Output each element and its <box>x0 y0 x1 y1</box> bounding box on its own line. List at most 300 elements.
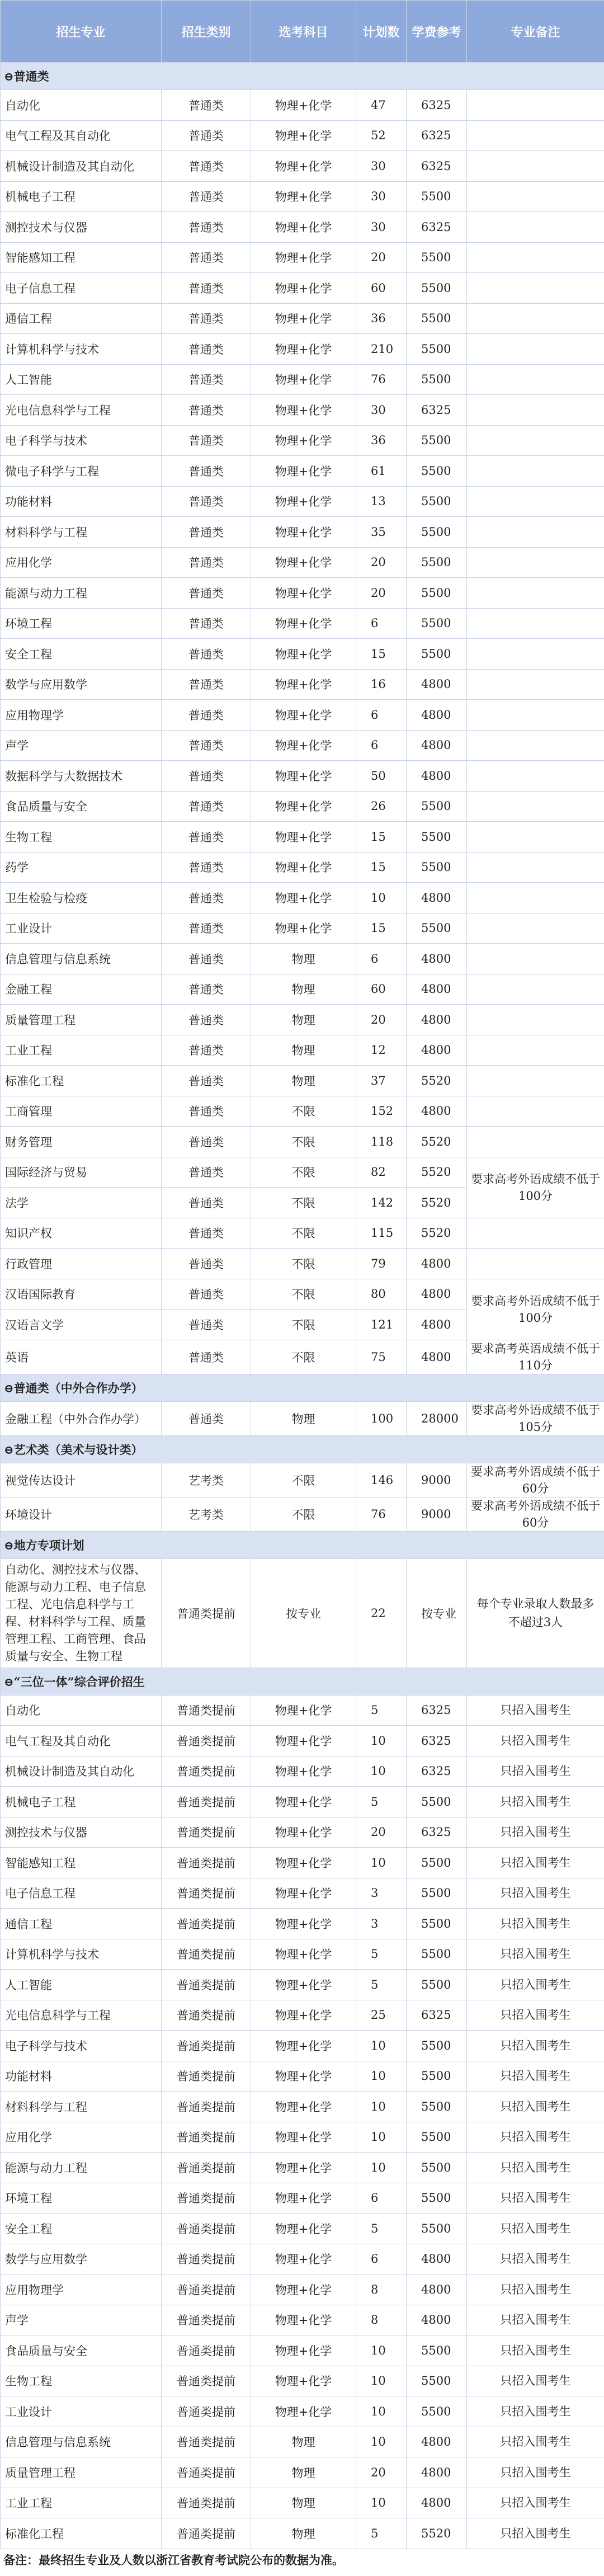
cell-tuition: 6325 <box>407 151 467 182</box>
cell-plan-count: 30 <box>356 181 407 212</box>
section-header-row[interactable] <box>1 1374 604 1401</box>
cell-major: 能源与动力工程 <box>1 578 162 609</box>
cell-note <box>467 364 604 395</box>
cell-subjects: 不限 <box>251 1157 356 1188</box>
section-title[interactable]: ⊖普通类（中外合作办学） <box>1 1374 604 1401</box>
cell-subjects: 物理+化学 <box>251 547 356 578</box>
cell-major: 机械电子工程 <box>1 181 162 212</box>
cell-note <box>467 486 604 517</box>
cell-tuition: 4800 <box>407 2457 467 2488</box>
cell-subjects: 按专业 <box>251 1558 356 1668</box>
table-row <box>1 2031 604 2061</box>
cell-plan-count: 146 <box>356 1463 407 1497</box>
cell-tuition: 5500 <box>407 273 467 304</box>
table-row <box>1 1127 604 1157</box>
cell-plan-count: 5 <box>356 2518 407 2549</box>
cell-tuition: 5500 <box>407 303 467 334</box>
cell-note: 只招入围考生 <box>467 2092 604 2122</box>
cell-subjects: 物理 <box>251 974 356 1005</box>
cell-major: 智能感知工程 <box>1 1848 162 1878</box>
cell-note: 只招入围考生 <box>467 2305 604 2335</box>
cell-category: 普通类 <box>162 822 251 853</box>
cell-plan-count: 82 <box>356 1157 407 1188</box>
cell-tuition: 5500 <box>407 791 467 822</box>
cell-note: 每个专业录取人数最多不超过3人 <box>467 1558 604 1668</box>
cell-category: 普通类提前 <box>162 2031 251 2061</box>
cell-category: 普通类 <box>162 669 251 700</box>
cell-tuition: 4800 <box>407 1279 467 1310</box>
cell-major: 行政管理 <box>1 1249 162 1279</box>
cell-plan-count: 10 <box>356 2122 407 2153</box>
cell-category: 普通类 <box>162 303 251 334</box>
header-category: 招生类别 <box>162 1 251 63</box>
table-row <box>1 791 604 822</box>
cell-tuition: 5500 <box>407 2183 467 2214</box>
cell-subjects: 物理 <box>251 2457 356 2488</box>
cell-tuition: 4800 <box>407 1005 467 1035</box>
cell-category: 普通类提前 <box>162 1787 251 1817</box>
header-subjects: 选考科目 <box>251 1 356 63</box>
cell-tuition: 9000 <box>407 1463 467 1497</box>
cell-plan-count: 10 <box>356 2427 407 2457</box>
cell-major: 电气工程及其自动化 <box>1 120 162 151</box>
cell-category: 普通类 <box>162 364 251 395</box>
cell-major: 汉语言文学 <box>1 1310 162 1340</box>
cell-major: 环境工程 <box>1 608 162 639</box>
cell-category: 普通类提前 <box>162 2274 251 2305</box>
cell-plan-count: 25 <box>356 2000 407 2031</box>
cell-major: 金融工程（中外合作办学） <box>1 1401 162 1435</box>
cell-note <box>467 822 604 853</box>
cell-note <box>467 944 604 974</box>
cell-tuition: 5500 <box>407 2061 467 2092</box>
cell-note <box>467 883 604 913</box>
cell-tuition: 5500 <box>407 1878 467 1909</box>
table-row <box>1 2457 604 2488</box>
cell-note <box>467 1096 604 1127</box>
cell-category: 普通类 <box>162 1066 251 1096</box>
section-title[interactable]: ⊖地方专项计划 <box>1 1531 604 1558</box>
cell-major: 工业设计 <box>1 2396 162 2427</box>
cell-tuition: 5500 <box>407 639 467 670</box>
table-row <box>1 608 604 639</box>
cell-major: 财务管理 <box>1 1127 162 1157</box>
cell-note: 只招入围考生 <box>467 1817 604 1848</box>
cell-subjects: 物理+化学 <box>251 730 356 761</box>
cell-plan-count: 10 <box>356 1848 407 1878</box>
cell-category: 普通类 <box>162 395 251 426</box>
cell-plan-count: 5 <box>356 1970 407 2000</box>
cell-note: 只招入围考生 <box>467 1726 604 1756</box>
header-major: 招生专业 <box>1 1 162 63</box>
cell-category: 普通类 <box>162 1157 251 1188</box>
cell-major: 人工智能 <box>1 1970 162 2000</box>
cell-tuition: 按专业 <box>407 1558 467 1668</box>
cell-category: 普通类 <box>162 181 251 212</box>
cell-subjects: 物理 <box>251 1066 356 1096</box>
cell-subjects: 物理+化学 <box>251 2153 356 2183</box>
cell-note <box>467 669 604 700</box>
cell-category: 普通类 <box>162 1096 251 1127</box>
cell-major: 药学 <box>1 852 162 883</box>
cell-note <box>467 913 604 944</box>
cell-category: 普通类 <box>162 913 251 944</box>
cell-plan-count: 20 <box>356 2457 407 2488</box>
cell-major: 测控技术与仪器 <box>1 1817 162 1848</box>
cell-major: 国际经济与贸易 <box>1 1157 162 1188</box>
cell-plan-count: 6 <box>356 2183 407 2214</box>
table-row <box>1 1005 604 1035</box>
cell-major: 环境设计 <box>1 1497 162 1531</box>
table-row <box>1 1787 604 1817</box>
cell-note <box>467 273 604 304</box>
cell-subjects: 物理+化学 <box>251 181 356 212</box>
cell-note: 只招入围考生 <box>467 2122 604 2153</box>
table-header-row <box>1 1 604 63</box>
cell-category: 普通类提前 <box>162 2122 251 2153</box>
section-title[interactable]: ⊖普通类 <box>1 63 604 90</box>
cell-plan-count: 5 <box>356 1695 407 1726</box>
cell-note: 要求高考外语成绩不低于60分 <box>467 1497 604 1531</box>
cell-subjects: 物理+化学 <box>251 1695 356 1726</box>
cell-subjects: 物理+化学 <box>251 364 356 395</box>
cell-plan-count: 10 <box>356 2153 407 2183</box>
cell-subjects: 物理+化学 <box>251 2122 356 2153</box>
cell-plan-count: 52 <box>356 120 407 151</box>
cell-category: 普通类 <box>162 1249 251 1279</box>
cell-major: 卫生检验与检疫 <box>1 883 162 913</box>
section-header-row[interactable] <box>1 63 604 90</box>
table-row <box>1 2366 604 2396</box>
cell-subjects: 物理+化学 <box>251 2274 356 2305</box>
cell-category: 普通类 <box>162 1279 251 1310</box>
cell-note: 只招入围考生 <box>467 2183 604 2214</box>
cell-category: 普通类 <box>162 608 251 639</box>
cell-subjects: 物理+化学 <box>251 1848 356 1878</box>
cell-major: 通信工程 <box>1 1909 162 1939</box>
cell-category: 普通类提前 <box>162 1756 251 1787</box>
cell-tuition: 5500 <box>407 1939 467 1970</box>
cell-major: 电子信息工程 <box>1 1878 162 1909</box>
cell-major: 应用化学 <box>1 547 162 578</box>
cell-category: 普通类提前 <box>162 1726 251 1756</box>
cell-subjects: 物理 <box>251 1401 356 1435</box>
cell-category: 普通类 <box>162 791 251 822</box>
cell-tuition: 5500 <box>407 2153 467 2183</box>
cell-subjects: 物理+化学 <box>251 700 356 731</box>
cell-major: 工业设计 <box>1 913 162 944</box>
header-notes: 专业备注 <box>467 1 604 63</box>
cell-category: 普通类 <box>162 700 251 731</box>
cell-subjects: 物理+化学 <box>251 1970 356 2000</box>
cell-tuition: 4800 <box>407 944 467 974</box>
cell-subjects: 物理+化学 <box>251 212 356 243</box>
table-row <box>1 456 604 487</box>
cell-major: 汉语国际教育 <box>1 1279 162 1310</box>
table-row <box>1 700 604 731</box>
cell-major: 工业工程 <box>1 1035 162 1066</box>
table-row <box>1 822 604 853</box>
cell-major: 金融工程 <box>1 974 162 1005</box>
cell-category: 普通类提前 <box>162 2335 251 2366</box>
cell-category: 普通类 <box>162 1035 251 1066</box>
cell-tuition: 6325 <box>407 1756 467 1787</box>
cell-subjects: 物理+化学 <box>251 1726 356 1756</box>
cell-category: 普通类 <box>162 761 251 792</box>
cell-tuition: 6325 <box>407 2000 467 2031</box>
cell-tuition: 5500 <box>407 1787 467 1817</box>
cell-category: 普通类 <box>162 120 251 151</box>
cell-subjects: 不限 <box>251 1497 356 1531</box>
cell-note <box>467 1005 604 1035</box>
section-title[interactable]: ⊖艺术类（美术与设计类） <box>1 1435 604 1463</box>
cell-major: 应用化学 <box>1 2122 162 2153</box>
cell-major: 工商管理 <box>1 1096 162 1127</box>
cell-tuition: 6325 <box>407 1817 467 1848</box>
cell-tuition: 5500 <box>407 547 467 578</box>
cell-plan-count: 26 <box>356 791 407 822</box>
cell-subjects: 不限 <box>251 1127 356 1157</box>
cell-note: 只招入围考生 <box>467 2214 604 2244</box>
cell-major: 法学 <box>1 1188 162 1218</box>
cell-major: 电子科学与技术 <box>1 2031 162 2061</box>
cell-category: 普通类 <box>162 517 251 548</box>
cell-tuition: 5500 <box>407 456 467 487</box>
cell-subjects: 物理+化学 <box>251 822 356 853</box>
cell-subjects: 物理+化学 <box>251 639 356 670</box>
cell-major: 质量管理工程 <box>1 1005 162 1035</box>
cell-subjects: 不限 <box>251 1463 356 1497</box>
section-header-row[interactable] <box>1 1531 604 1558</box>
cell-major: 视觉传达设计 <box>1 1463 162 1497</box>
table-row <box>1 2518 604 2549</box>
cell-major: 环境工程 <box>1 2183 162 2214</box>
cell-major: 工业工程 <box>1 2488 162 2518</box>
cell-note <box>467 242 604 273</box>
cell-plan-count: 10 <box>356 883 407 913</box>
cell-subjects: 不限 <box>251 1279 356 1310</box>
cell-plan-count: 79 <box>356 1249 407 1279</box>
cell-tuition: 6325 <box>407 120 467 151</box>
cell-note: 只招入围考生 <box>467 2274 604 2305</box>
cell-tuition: 5500 <box>407 2214 467 2244</box>
table-row <box>1 1279 604 1310</box>
cell-tuition: 5520 <box>407 1127 467 1157</box>
cell-subjects: 物理+化学 <box>251 669 356 700</box>
cell-tuition: 5500 <box>407 486 467 517</box>
cell-category: 普通类提前 <box>162 2427 251 2457</box>
cell-subjects: 不限 <box>251 1188 356 1218</box>
cell-subjects: 物理+化学 <box>251 913 356 944</box>
cell-subjects: 物理+化学 <box>251 395 356 426</box>
cell-category: 普通类提前 <box>162 1878 251 1909</box>
cell-category: 普通类 <box>162 1340 251 1374</box>
table-row <box>1 517 604 548</box>
cell-plan-count: 76 <box>356 1497 407 1531</box>
section-title[interactable]: ⊖“三位一体”综合评价招生 <box>1 1668 604 1695</box>
cell-tuition: 4800 <box>407 761 467 792</box>
cell-subjects: 物理+化学 <box>251 120 356 151</box>
cell-category: 普通类 <box>162 1188 251 1218</box>
cell-note <box>467 852 604 883</box>
cell-note: 只招入围考生 <box>467 1695 604 1726</box>
cell-note: 要求高考外语成绩不低于60分 <box>467 1463 604 1497</box>
cell-category: 普通类提前 <box>162 2396 251 2427</box>
table-row <box>1 2122 604 2153</box>
cell-note: 只招入围考生 <box>467 2031 604 2061</box>
cell-major: 计算机科学与技术 <box>1 334 162 365</box>
cell-category: 普通类 <box>162 334 251 365</box>
cell-note <box>467 1249 604 1279</box>
cell-major: 声学 <box>1 730 162 761</box>
cell-category: 普通类 <box>162 1005 251 1035</box>
cell-major: 生物工程 <box>1 822 162 853</box>
cell-category: 普通类提前 <box>162 2183 251 2214</box>
table-row <box>1 852 604 883</box>
cell-plan-count: 30 <box>356 212 407 243</box>
table-row <box>1 2183 604 2214</box>
cell-subjects: 物理+化学 <box>251 2000 356 2031</box>
cell-major: 功能材料 <box>1 486 162 517</box>
table-row <box>1 1096 604 1127</box>
cell-category: 普通类 <box>162 1218 251 1249</box>
table-row <box>1 669 604 700</box>
cell-note <box>467 730 604 761</box>
cell-plan-count: 20 <box>356 1817 407 1848</box>
cell-subjects: 物理+化学 <box>251 2335 356 2366</box>
cell-note: 要求高考外语成绩不低于100分 <box>467 1157 604 1218</box>
section-header-row[interactable] <box>1 1435 604 1463</box>
cell-subjects: 物理+化学 <box>251 517 356 548</box>
cell-major: 数学与应用数学 <box>1 2244 162 2274</box>
cell-plan-count: 50 <box>356 761 407 792</box>
cell-category: 普通类 <box>162 547 251 578</box>
cell-tuition: 4800 <box>407 730 467 761</box>
cell-note: 只招入围考生 <box>467 2518 604 2549</box>
cell-note: 只招入围考生 <box>467 1848 604 1878</box>
cell-subjects: 物理+化学 <box>251 2244 356 2274</box>
cell-major: 能源与动力工程 <box>1 2153 162 2183</box>
table-row <box>1 2488 604 2518</box>
cell-major: 食品质量与安全 <box>1 2335 162 2366</box>
cell-plan-count: 35 <box>356 517 407 548</box>
cell-plan-count: 20 <box>356 1005 407 1035</box>
cell-note <box>467 120 604 151</box>
table-row <box>1 2335 604 2366</box>
cell-major: 信息管理与信息系统 <box>1 2427 162 2457</box>
cell-note <box>467 181 604 212</box>
cell-note <box>467 90 604 121</box>
cell-category: 普通类提前 <box>162 2244 251 2274</box>
cell-major: 安全工程 <box>1 639 162 670</box>
cell-subjects: 物理+化学 <box>251 578 356 609</box>
table-row <box>1 334 604 365</box>
cell-category: 艺考类 <box>162 1463 251 1497</box>
section-header-row[interactable] <box>1 1668 604 1695</box>
cell-subjects: 物理+化学 <box>251 791 356 822</box>
cell-plan-count: 20 <box>356 242 407 273</box>
cell-major: 自动化、测控技术与仪器、能源与动力工程、电子信息工程、光电信息科学与工程、材料科学与工程、质量管理工程、工商管理、食品质量与安全、生物工程 <box>1 1558 162 1668</box>
cell-note: 要求高考外语成绩不低于100分 <box>467 1279 604 1340</box>
cell-tuition: 5500 <box>407 852 467 883</box>
cell-note <box>467 791 604 822</box>
cell-note: 只招入围考生 <box>467 2153 604 2183</box>
cell-plan-count: 20 <box>356 578 407 609</box>
cell-plan-count: 121 <box>356 1310 407 1340</box>
cell-note <box>467 1127 604 1157</box>
cell-tuition: 5500 <box>407 1848 467 1878</box>
cell-subjects: 物理+化学 <box>251 90 356 121</box>
cell-subjects: 物理+化学 <box>251 2092 356 2122</box>
cell-note: 只招入围考生 <box>467 1970 604 2000</box>
cell-tuition: 5500 <box>407 425 467 456</box>
table-row <box>1 1249 604 1279</box>
cell-plan-count: 10 <box>356 2031 407 2061</box>
cell-major: 智能感知工程 <box>1 242 162 273</box>
cell-plan-count: 15 <box>356 822 407 853</box>
cell-category: 普通类 <box>162 90 251 121</box>
cell-category: 普通类 <box>162 151 251 182</box>
cell-plan-count: 6 <box>356 700 407 731</box>
cell-subjects: 物理+化学 <box>251 273 356 304</box>
cell-subjects: 物理 <box>251 944 356 974</box>
cell-tuition: 4800 <box>407 2274 467 2305</box>
cell-note: 只招入围考生 <box>467 2335 604 2366</box>
cell-subjects: 物理+化学 <box>251 1817 356 1848</box>
cell-tuition: 4800 <box>407 2488 467 2518</box>
cell-note: 只招入围考生 <box>467 2061 604 2092</box>
cell-plan-count: 15 <box>356 639 407 670</box>
cell-plan-count: 30 <box>356 395 407 426</box>
table-body <box>1 63 604 2549</box>
cell-category: 普通类提前 <box>162 2000 251 2031</box>
cell-plan-count: 16 <box>356 669 407 700</box>
cell-category: 普通类提前 <box>162 1939 251 1970</box>
table-row <box>1 578 604 609</box>
cell-plan-count: 10 <box>356 2335 407 2366</box>
cell-major: 标准化工程 <box>1 2518 162 2549</box>
cell-plan-count: 118 <box>356 1127 407 1157</box>
cell-subjects: 物理 <box>251 2518 356 2549</box>
cell-tuition: 4800 <box>407 1096 467 1127</box>
table-row <box>1 1218 604 1249</box>
cell-major: 标准化工程 <box>1 1066 162 1096</box>
cell-subjects: 物理+化学 <box>251 852 356 883</box>
table-row <box>1 761 604 792</box>
cell-subjects: 不限 <box>251 1249 356 1279</box>
cell-plan-count: 10 <box>356 1726 407 1756</box>
cell-major: 应用物理学 <box>1 700 162 731</box>
cell-note <box>467 608 604 639</box>
cell-category: 普通类提前 <box>162 2214 251 2244</box>
cell-subjects: 物理 <box>251 2427 356 2457</box>
table-row <box>1 1726 604 1756</box>
cell-subjects: 物理+化学 <box>251 303 356 334</box>
cell-tuition: 6325 <box>407 1695 467 1726</box>
cell-category: 普通类 <box>162 944 251 974</box>
cell-plan-count: 115 <box>356 1218 407 1249</box>
cell-tuition: 5520 <box>407 1066 467 1096</box>
cell-subjects: 物理+化学 <box>251 2183 356 2214</box>
cell-plan-count: 60 <box>356 974 407 1005</box>
table-row <box>1 883 604 913</box>
cell-category: 普通类提前 <box>162 1848 251 1878</box>
cell-plan-count: 5 <box>356 2214 407 2244</box>
cell-tuition: 5520 <box>407 1218 467 1249</box>
cell-note: 只招入围考生 <box>467 1878 604 1909</box>
cell-subjects: 物理+化学 <box>251 486 356 517</box>
cell-major: 数学与应用数学 <box>1 669 162 700</box>
